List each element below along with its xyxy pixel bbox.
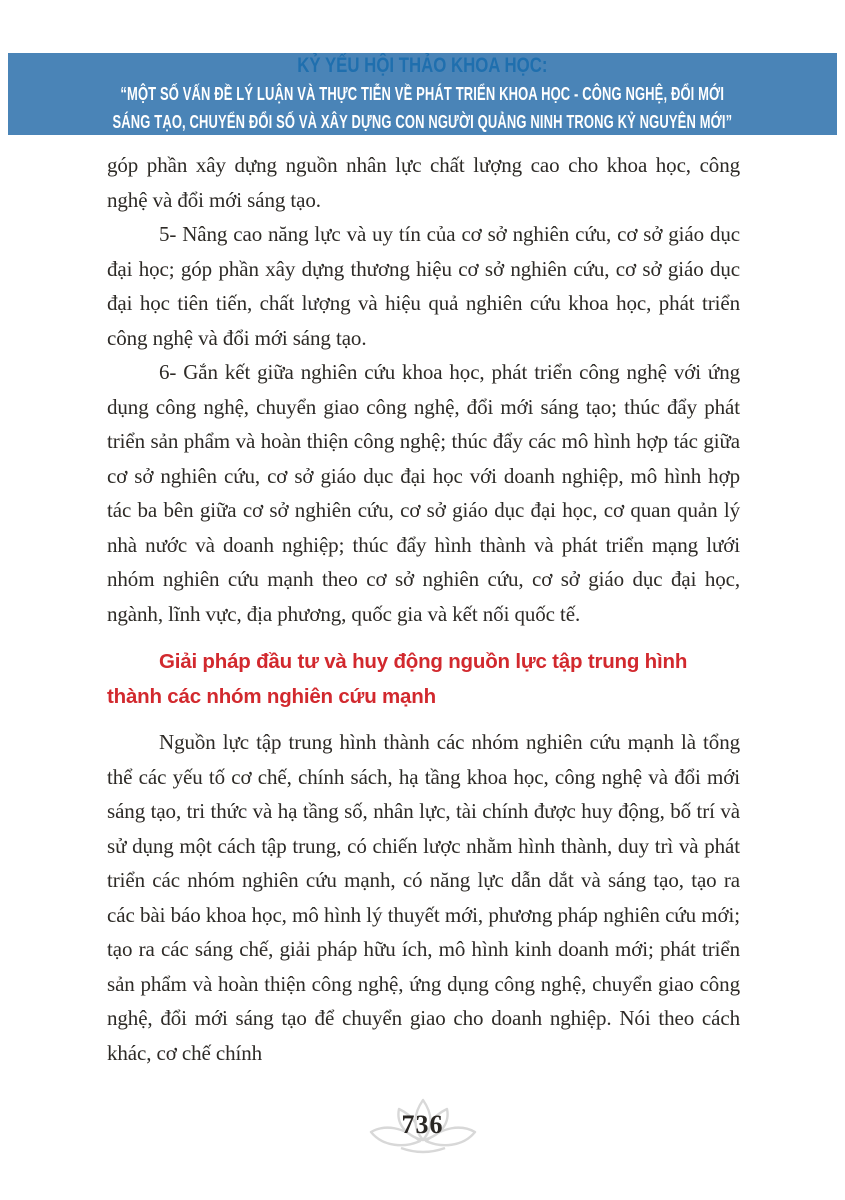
page-footer [0,1096,845,1166]
paragraph-item-5: 5- Nâng cao năng lực và uy tín của cơ sở nghiên cứu, cơ sở giáo dục đại học; góp phần xây dựng thương hiệu cơ sở nghiên cứu, cơ sở giáo dục đại học tiên tiến, chất lượng và hiệu quả nghiên cứu khoa học, phát triển công nghệ và đổi mới sáng tạo. [107,222,740,350]
banner-subtitle-line2: SÁNG TẠO, CHUYỂN ĐỔI SỐ VÀ XÂY DỰNG CON NGƯỜI QUẢNG NINH TRONG KỶ NGUYÊN MỚI” [112,111,733,132]
page-number-ornament [363,1096,483,1160]
page-number: 736 [401,1110,444,1139]
banner-subtitle-line1: “MỘT SỐ VẤN ĐỀ LÝ LUẬN VÀ THỰC TIỄN VỀ PHÁT TRIỂN KHOA HỌC - CÔNG NGHỆ, ĐỔI MỚI [120,83,725,104]
section-heading: Giải pháp đầu tư và huy động nguồn lực tập trung hình thành các nhóm nghiên cứu mạnh [107,650,688,708]
paragraph-item-6: 6- Gắn kết giữa nghiên cứu khoa học, phát triển công nghệ với ứng dụng công nghệ, chuyển giao công nghệ, đổi mới sáng tạo; thúc đẩy phát triển sản phẩm và hoàn thiện công nghệ; thúc đẩy các mô hình hợp tác giữa cơ sở nghiên cứu, cơ sở giáo dục đại học với doanh nghiệp, mô hình hợp tác ba bên giữa cơ sở nghiên cứu, cơ sở giáo dục đại học, cơ quan quản lý nhà nước và doanh nghiệp; thúc đẩy hình thành và phát triển mạng lưới nhóm nghiên cứu mạnh theo cơ sở nghiên cứu, cơ sở giáo dục đại học, ngành, lĩnh vực, địa phương, quốc gia và kết nối quốc tế. [107,360,740,626]
paragraph-body: Nguồn lực tập trung hình thành các nhóm nghiên cứu mạnh là tổng thể các yếu tố cơ chế, chính sách, hạ tầng khoa học, công nghệ và đổi mới sáng tạo, tri thức và hạ tầng số, nhân lực, tài chính được huy động, bố trí và sử dụng một cách tập trung, có chiến lược nhằm hình thành, duy trì và phát triển các nhóm nghiên cứu mạnh, có năng lực dẫn dắt và sáng tạo, tạo ra các bài báo khoa học, mô hình lý thuyết mới, phương pháp nghiên cứu mới; tạo ra các sáng chế, giải pháp hữu ích, mô hình kinh doanh mới; phát triển sản phẩm và hoàn thiện công nghệ, ứng dụng công nghệ, chuyển giao công nghệ, đổi mới sáng tạo để chuyển giao cho doanh nghiệp. Nói theo cách khác, cơ chế chính [107,730,740,1065]
banner-title: KỶ YẾU HỘI THẢO KHOA HỌC: [297,53,548,77]
conference-banner [8,53,837,135]
paragraph-continuation: góp phần xây dựng nguồn nhân lực chất lượng cao cho khoa học, công nghệ và đổi mới sáng tạo. [107,153,740,212]
article-body [107,148,740,1070]
